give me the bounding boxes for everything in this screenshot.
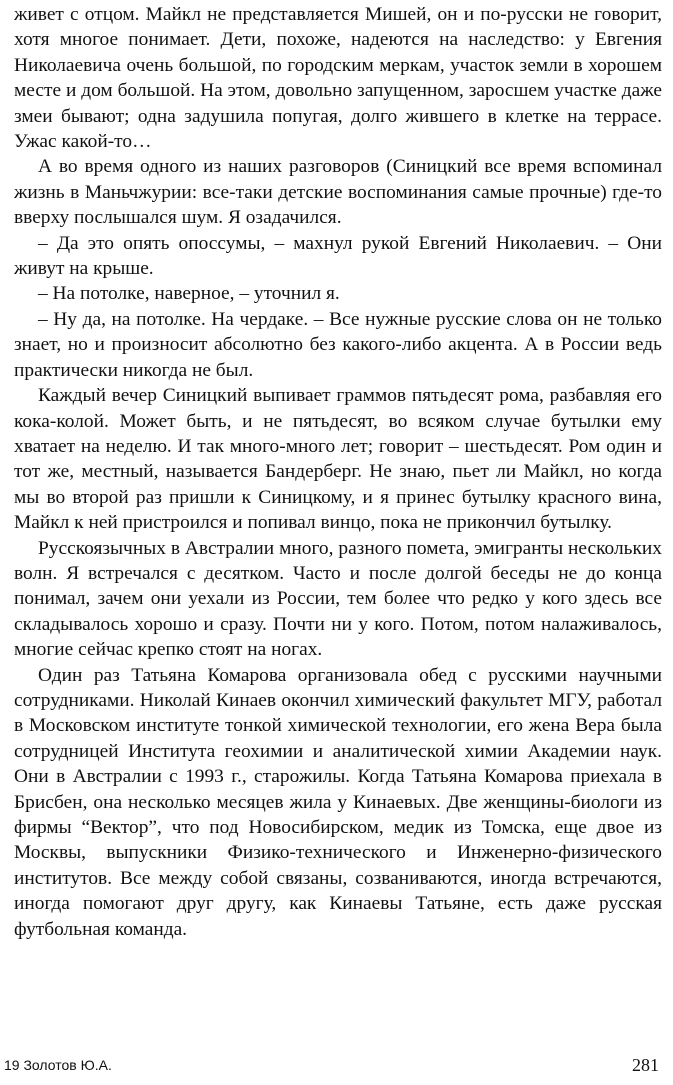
paragraph: А во время одного из наших разговоров (Синицкий все время вспоминал жизнь в Маньчжурии: все-таки детские воспоминания самые прочные) где-то вверху послышался шум. Я озадачился. (14, 156, 662, 229)
paragraph: Один раз Татьяна Комарова организовала обед с русскими научными сотрудниками. Николай Кинаев окончил химический факультет МГУ, работал в Московском институте тонкой химической технологии, его жена Вера была сотрудницей Института геохимии и аналитической химии Академии наук. Они в Австралии с 1993 г., старожилы. Когда Татьяна Комарова приехала в Брисбен, она несколько месяцев жила у Кинаевых. Две женщины-биологи из фирмы “Вектор”, что под Новосибирском, медик из Томска, еще двое из Москвы, выпускники Физико-технического и Инженерно-физического институтов. Все между собой связаны, созваниваются, иногда встречаются, иногда помогают друг другу, как Кинаевы Татьяне, есть даже русская футбольная команда. (14, 664, 662, 940)
book-page-text (14, 2, 662, 1032)
printer-signature: 19 Золотов Ю.А. (4, 1057, 112, 1073)
page-number: 281 (632, 1055, 659, 1075)
dialogue-line: – На потолке, наверное, – уточнил я. (38, 283, 340, 305)
dialogue-line: – Да это опять опоссумы, – махнул рукой Евгений Николаевич. – Они живут на крыше. (14, 232, 662, 280)
dialogue-line: – Ну да, на потолке. На чердаке. – Все нужные русские слова он не только знает, но и произносит абсолютно без какого-либо акцента. А в России ведь практически никогда не был. (14, 308, 662, 381)
page-footer (4, 1055, 659, 1079)
paragraph: Каждый вечер Синицкий выпивает граммов пятьдесят рома, разбавляя его кока-колой. Может быть, и не пятьдесят, во всяком случае бутылки ему хватает на неделю. И так много-много лет; говорит – шестьдесят. Ром один и тот же, местный, называется Бандерберг. Не знаю, пьет ли Майкл, но когда мы во второй раз пришли к Синицкому, и я принес бутылку красного вина, Майкл к ней пристроился и попивал винцо, пока не прикончил бутылку. (14, 385, 662, 534)
paragraph-continued: живет с отцом. Майкл не представляется Мишей, он и по-русски не говорит, хотя многое понимает. Дети, похоже, надеются на наследство: у Евгения Николаевича очень большой, по городским меркам, участок земли в хорошем месте и дом большой. На этом, довольно запущенном, заросшем участке даже змеи бывают; одна задушила попугая, долго жившего в клетке на террасе. Ужас какой-то… (14, 4, 662, 153)
paragraph: Русскоязычных в Австралии много, разного помета, эмигранты нескольких волн. Я встречался с десятком. Часто и после долгой беседы не до конца понимал, зачем они уехали из России, тем более что редко у кого здесь все складывалось хорошо и сразу. Почти ни у кого. Потом, потом налаживалось, многие сейчас крепко стоят на ногах. (14, 537, 662, 661)
